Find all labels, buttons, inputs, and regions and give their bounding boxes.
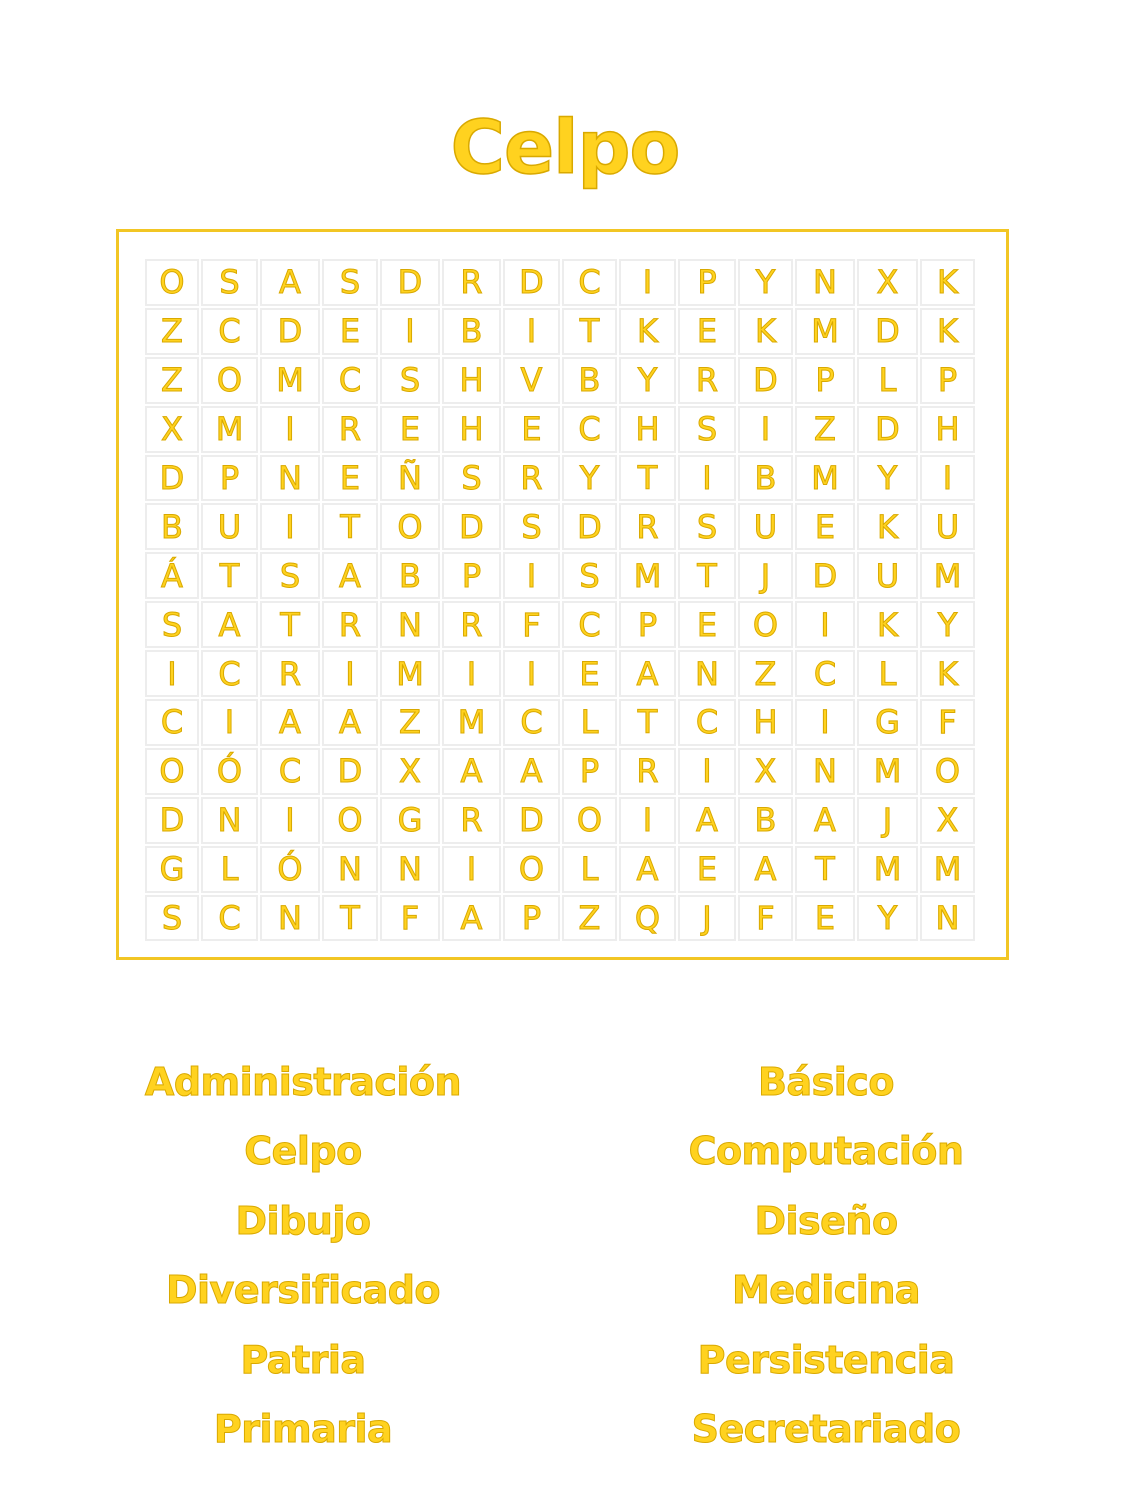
grid-cell[interactable]: G <box>380 797 440 844</box>
grid-cell[interactable]: C <box>562 601 617 648</box>
grid-cell[interactable]: U <box>857 552 918 599</box>
grid-cell[interactable]: P <box>795 357 855 404</box>
grid-cell[interactable]: C <box>201 650 258 697</box>
grid-cell[interactable]: P <box>201 455 258 502</box>
grid-cell[interactable]: D <box>857 406 918 453</box>
grid-cell[interactable]: T <box>201 552 258 599</box>
grid-cell[interactable]: C <box>503 699 560 746</box>
grid-cell[interactable]: A <box>442 748 501 795</box>
grid-cell[interactable]: N <box>795 259 855 306</box>
grid-cell[interactable]: X <box>857 259 918 306</box>
grid-cell[interactable]: M <box>857 846 918 893</box>
grid-cell[interactable]: K <box>920 259 975 306</box>
grid-cell[interactable]: R <box>442 259 501 306</box>
grid-cell[interactable]: F <box>920 699 975 746</box>
grid-cell[interactable]: X <box>145 406 199 453</box>
grid-cell[interactable]: J <box>738 552 793 599</box>
grid-cell[interactable]: S <box>260 552 320 599</box>
grid-cell[interactable]: E <box>795 895 855 942</box>
grid-cell[interactable]: E <box>322 455 378 502</box>
word-list-item: Computación <box>688 1129 964 1174</box>
grid-cell[interactable]: B <box>145 503 199 550</box>
grid-cell[interactable]: I <box>322 650 378 697</box>
grid-cell[interactable]: D <box>503 259 560 306</box>
grid-cell[interactable]: P <box>619 601 676 648</box>
grid-cell[interactable]: D <box>322 748 378 795</box>
grid-cell[interactable]: P <box>678 259 736 306</box>
grid-cell[interactable]: Z <box>145 357 199 404</box>
word-list-item: Administración <box>144 1060 462 1104</box>
grid-cell[interactable]: J <box>678 895 736 942</box>
grid-cell[interactable]: D <box>145 797 199 844</box>
grid-cell[interactable]: Y <box>738 259 793 306</box>
grid-cell[interactable]: D <box>380 259 440 306</box>
word-list-item: Celpo <box>244 1129 362 1174</box>
grid-cell[interactable]: C <box>678 699 736 746</box>
grid-cell[interactable]: M <box>857 748 918 795</box>
grid-cell[interactable]: R <box>503 455 560 502</box>
grid-cell[interactable]: H <box>738 699 793 746</box>
grid-cell[interactable]: Y <box>619 357 676 404</box>
grid-cell[interactable]: A <box>322 552 378 599</box>
grid-cell[interactable]: M <box>795 455 855 502</box>
grid-cell[interactable]: N <box>380 846 440 893</box>
grid-cell[interactable]: O <box>503 846 560 893</box>
grid-cell[interactable]: G <box>857 699 918 746</box>
word-list-item: Secretariado <box>691 1406 961 1451</box>
grid-cell[interactable]: Y <box>562 455 617 502</box>
grid-cell[interactable]: T <box>619 455 676 502</box>
grid-cell[interactable]: I <box>678 455 736 502</box>
grid-cell[interactable]: P <box>920 357 975 404</box>
grid-cell[interactable]: S <box>380 357 440 404</box>
grid-cell[interactable]: S <box>322 259 378 306</box>
grid-cell[interactable]: X <box>920 797 975 844</box>
grid-cell[interactable]: C <box>562 406 617 453</box>
word-list-item: Básico <box>758 1060 894 1104</box>
grid-cell[interactable]: P <box>442 552 501 599</box>
grid-cell[interactable]: C <box>145 699 199 746</box>
grid-cell[interactable]: K <box>920 308 975 355</box>
grid-cell[interactable]: I <box>738 406 793 453</box>
grid-cell[interactable]: A <box>619 846 676 893</box>
grid-cell[interactable]: L <box>562 846 617 893</box>
grid-cell[interactable]: S <box>678 503 736 550</box>
grid-cell[interactable]: C <box>795 650 855 697</box>
grid-cell[interactable]: A <box>322 699 378 746</box>
grid-cell[interactable]: E <box>562 650 617 697</box>
grid-cell[interactable]: E <box>380 406 440 453</box>
word-list-item: Primaria <box>213 1406 393 1451</box>
grid-cell[interactable]: A <box>201 601 258 648</box>
grid-cell[interactable]: Z <box>145 308 199 355</box>
grid-cell[interactable]: E <box>678 308 736 355</box>
grid-cell[interactable]: N <box>380 601 440 648</box>
grid-cell[interactable]: Á <box>145 552 199 599</box>
grid-cell[interactable]: N <box>920 895 975 942</box>
grid-cell[interactable]: Z <box>795 406 855 453</box>
grid-cell[interactable]: S <box>562 552 617 599</box>
grid-cell[interactable]: T <box>322 895 378 942</box>
grid-cell[interactable]: I <box>442 846 501 893</box>
grid-cell[interactable]: D <box>442 503 501 550</box>
grid-cell[interactable]: I <box>678 748 736 795</box>
grid-cell[interactable]: T <box>322 503 378 550</box>
grid-cell[interactable]: M <box>380 650 440 697</box>
grid-cell[interactable]: D <box>857 308 918 355</box>
grid-cell[interactable]: O <box>380 503 440 550</box>
grid-cell[interactable]: H <box>442 406 501 453</box>
grid-cell[interactable]: L <box>201 846 258 893</box>
grid-cell[interactable]: U <box>201 503 258 550</box>
grid-cell[interactable]: M <box>619 552 676 599</box>
grid-cell[interactable]: B <box>442 308 501 355</box>
grid-cell[interactable]: A <box>503 748 560 795</box>
grid-cell[interactable]: N <box>260 455 320 502</box>
grid-cell[interactable]: O <box>322 797 378 844</box>
grid-cell[interactable]: R <box>322 601 378 648</box>
grid-cell[interactable]: O <box>920 748 975 795</box>
word-list-item: Persistencia <box>697 1337 955 1382</box>
grid-cell[interactable]: K <box>857 601 918 648</box>
word-list-right <box>656 1050 996 1466</box>
grid-cell[interactable]: C <box>260 748 320 795</box>
grid-cell[interactable]: K <box>619 308 676 355</box>
grid-cell[interactable]: I <box>442 650 501 697</box>
grid-cell[interactable]: N <box>322 846 378 893</box>
grid-cell[interactable]: S <box>442 455 501 502</box>
grid-cell[interactable]: X <box>738 748 793 795</box>
grid-cell[interactable]: K <box>920 650 975 697</box>
grid-cell[interactable]: I <box>260 797 320 844</box>
grid-cell[interactable]: I <box>920 455 975 502</box>
grid-cell[interactable]: F <box>380 895 440 942</box>
grid-cell[interactable]: O <box>201 357 258 404</box>
grid-cell[interactable]: O <box>562 797 617 844</box>
grid-cell[interactable]: P <box>503 895 560 942</box>
grid-cell[interactable]: F <box>503 601 560 648</box>
grid-cell[interactable]: D <box>145 455 199 502</box>
grid-cell[interactable]: R <box>678 357 736 404</box>
grid-cell[interactable]: T <box>562 308 617 355</box>
grid-cell[interactable]: U <box>920 503 975 550</box>
grid-cell[interactable]: R <box>442 797 501 844</box>
grid-cell[interactable]: Ó <box>201 748 258 795</box>
grid-cell[interactable]: A <box>795 797 855 844</box>
grid-cell[interactable]: K <box>857 503 918 550</box>
grid-cell[interactable]: S <box>201 259 258 306</box>
word-list-item: Dibujo <box>235 1198 371 1243</box>
grid-cell[interactable]: R <box>619 748 676 795</box>
grid-cell[interactable]: M <box>920 552 975 599</box>
grid-cell[interactable]: Z <box>562 895 617 942</box>
grid-cell[interactable]: O <box>145 748 199 795</box>
grid-cell[interactable]: Z <box>738 650 793 697</box>
word-list-item: Patria <box>240 1337 366 1382</box>
word-list-item: Medicina <box>731 1268 921 1313</box>
grid-cell[interactable]: M <box>201 406 258 453</box>
grid-cell[interactable]: J <box>857 797 918 844</box>
grid-cell[interactable]: S <box>678 406 736 453</box>
grid-cell[interactable]: M <box>260 357 320 404</box>
grid-cell[interactable]: R <box>322 406 378 453</box>
grid-cell[interactable]: Ñ <box>380 455 440 502</box>
grid-cell[interactable]: A <box>260 699 320 746</box>
grid-cell[interactable]: M <box>442 699 501 746</box>
grid-cell[interactable]: T <box>678 552 736 599</box>
word-list-item: Diversificado <box>165 1268 441 1313</box>
grid-cell[interactable]: R <box>442 601 501 648</box>
grid-cell[interactable]: A <box>260 259 320 306</box>
grid-cell[interactable]: H <box>619 406 676 453</box>
grid-cell[interactable]: A <box>442 895 501 942</box>
grid-cell[interactable]: R <box>619 503 676 550</box>
grid-cell[interactable]: D <box>795 552 855 599</box>
grid-cell[interactable]: Y <box>857 895 918 942</box>
grid-cell[interactable]: Y <box>920 601 975 648</box>
grid-cell[interactable]: F <box>738 895 793 942</box>
grid-cell[interactable]: Ó <box>260 846 320 893</box>
grid-cell[interactable]: U <box>738 503 793 550</box>
grid-cell[interactable]: L <box>857 357 918 404</box>
grid-cell[interactable]: G <box>145 846 199 893</box>
grid-cell[interactable]: L <box>562 699 617 746</box>
grid-cell[interactable]: C <box>322 357 378 404</box>
grid-cell[interactable]: C <box>201 895 258 942</box>
grid-cell[interactable]: I <box>380 308 440 355</box>
letter-grid <box>144 258 976 942</box>
grid-cell[interactable]: O <box>145 259 199 306</box>
grid-cell[interactable]: D <box>260 308 320 355</box>
grid-cell[interactable]: E <box>795 503 855 550</box>
grid-cell[interactable]: A <box>738 846 793 893</box>
grid-cell[interactable]: N <box>201 797 258 844</box>
grid-cell[interactable]: E <box>678 601 736 648</box>
grid-cell[interactable]: I <box>795 601 855 648</box>
grid-cell[interactable]: L <box>857 650 918 697</box>
grid-cell[interactable]: T <box>260 601 320 648</box>
grid-cell[interactable]: N <box>260 895 320 942</box>
grid-cell[interactable]: A <box>619 650 676 697</box>
grid-cell[interactable]: I <box>260 406 320 453</box>
grid-cell[interactable]: S <box>145 895 199 942</box>
grid-cell[interactable]: A <box>678 797 736 844</box>
grid-cell[interactable]: T <box>795 846 855 893</box>
grid-cell[interactable]: E <box>678 846 736 893</box>
grid-cell[interactable]: X <box>380 748 440 795</box>
grid-cell[interactable]: E <box>322 308 378 355</box>
grid-cell[interactable]: M <box>795 308 855 355</box>
grid-cell[interactable]: S <box>503 503 560 550</box>
grid-cell[interactable]: O <box>738 601 793 648</box>
grid-cell[interactable]: N <box>795 748 855 795</box>
grid-cell[interactable]: B <box>738 797 793 844</box>
grid-cell[interactable]: N <box>678 650 736 697</box>
grid-cell[interactable]: I <box>201 699 258 746</box>
grid-cell[interactable]: B <box>380 552 440 599</box>
grid-cell[interactable]: B <box>738 455 793 502</box>
grid-cell[interactable]: D <box>562 503 617 550</box>
grid-cell[interactable]: M <box>920 846 975 893</box>
grid-cell[interactable]: I <box>145 650 199 697</box>
grid-cell[interactable]: Z <box>380 699 440 746</box>
grid-cell[interactable]: P <box>562 748 617 795</box>
grid-cell[interactable]: Y <box>857 455 918 502</box>
grid-cell[interactable]: B <box>562 357 617 404</box>
grid-cell[interactable]: V <box>503 357 560 404</box>
grid-cell[interactable]: C <box>201 308 258 355</box>
grid-cell[interactable]: H <box>442 357 501 404</box>
grid-cell[interactable]: S <box>145 601 199 648</box>
grid-cell[interactable]: K <box>738 308 793 355</box>
grid-cell[interactable]: I <box>503 308 560 355</box>
grid-cell[interactable]: I <box>795 699 855 746</box>
grid-cell[interactable]: I <box>503 552 560 599</box>
grid-cell[interactable]: I <box>619 259 676 306</box>
grid-cell[interactable]: D <box>738 357 793 404</box>
grid-cell[interactable]: I <box>619 797 676 844</box>
grid-cell[interactable]: E <box>503 406 560 453</box>
grid-cell[interactable]: I <box>503 650 560 697</box>
puzzle-title: Celpo <box>450 105 680 191</box>
word-list-item: Diseño <box>754 1198 898 1243</box>
grid-cell[interactable]: Q <box>619 895 676 942</box>
grid-cell[interactable]: H <box>920 406 975 453</box>
grid-cell[interactable]: D <box>503 797 560 844</box>
grid-cell[interactable]: T <box>619 699 676 746</box>
grid-cell[interactable]: C <box>562 259 617 306</box>
grid-cell[interactable]: I <box>260 503 320 550</box>
grid-cell[interactable]: R <box>260 650 320 697</box>
word-list-left <box>130 1050 476 1466</box>
